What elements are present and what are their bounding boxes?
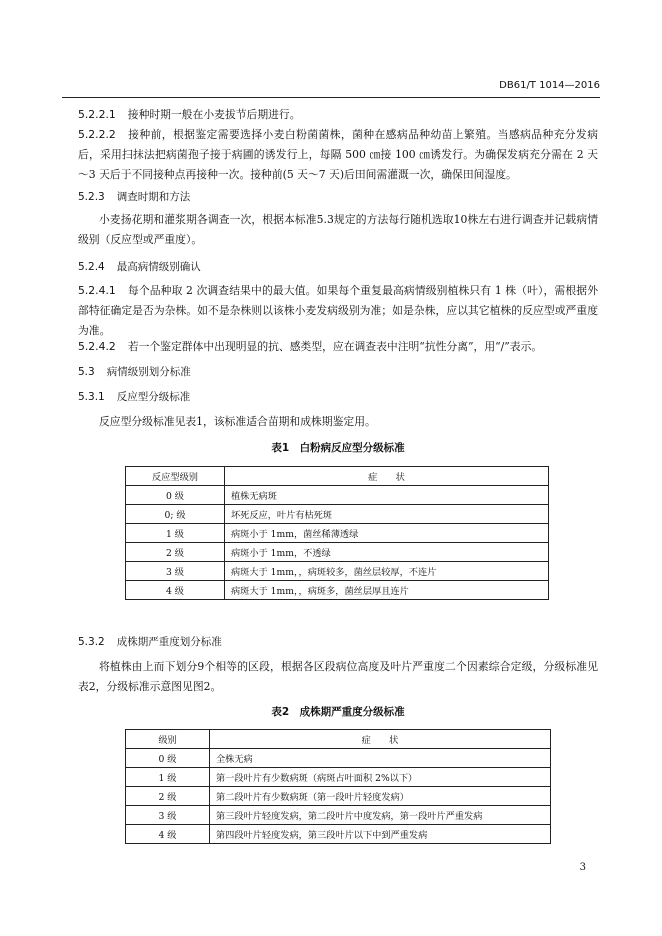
section-number: 5.2.3: [78, 191, 105, 203]
section-number: 5.3: [78, 366, 95, 378]
clause-text: 每个品种取 2 次调查结果中的最大值。如果每个重复最高病情级别植株只有 1 株（叶），需根据外部特征确定是否为杂株。如不是杂株则以该株小麦发病级别为准；如是杂株，应以其它植株的反应型或严重度为准。: [78, 284, 598, 337]
section-5-2-4-heading: [78, 257, 598, 277]
table-row: [126, 825, 551, 844]
table-header-cell: 反应型级别: [126, 467, 225, 486]
clause-5-2-2-1: [78, 105, 598, 125]
section-5-2-3-heading: [78, 187, 598, 207]
section-title: 反应型分级标准: [116, 391, 191, 403]
clause-text: 若一个鉴定群体中出现明显的抗、感类型，应在调查表中注明“抗性分离”，用“/”表示。: [127, 340, 543, 353]
level-cell: 4 级: [126, 581, 225, 600]
clause-5-2-4-1: [78, 281, 598, 341]
symptom-cell: 病斑大于 1mm，，病斑多，菌丝层厚且连片: [225, 581, 549, 600]
clause-5-2-4-2: [78, 337, 598, 357]
table1: [125, 466, 549, 600]
symptom-cell: 全株无病: [210, 749, 551, 768]
level-cell: 3 级: [126, 562, 225, 581]
symptom-cell: 病斑小于 1mm，不透绿: [225, 543, 549, 562]
level-cell: 4 级: [126, 825, 210, 844]
level-cell: 0; 级: [126, 505, 225, 524]
section-number: 5.3.1: [78, 391, 105, 403]
table1-caption: 表1 白粉病反应型分级标准: [271, 442, 405, 454]
page-number: 3: [579, 862, 586, 873]
section-title: 病情级别划分标准: [106, 366, 191, 378]
symptom-cell: 第三段叶片轻度发病，第二段叶片中度发病，第一段叶片严重发病: [210, 806, 551, 825]
table-row: [126, 524, 549, 543]
section-5-3-2-heading: [78, 632, 598, 652]
symptom-cell: 第一段叶片有少数病斑（病斑占叶面积 2%以下）: [210, 768, 551, 787]
section-number: 5.3.2: [78, 636, 105, 648]
level-cell: 0 级: [126, 749, 210, 768]
symptom-cell: 病斑小于 1mm，菌丝稀薄透绿: [225, 524, 549, 543]
clause-text: 接种时期一般在小麦拔节后期进行。: [127, 108, 301, 121]
paragraph-5-3-1: 反应型分级标准见表1，该标准适合苗期和成株期鉴定用。: [99, 415, 376, 428]
clause-5-2-2-2: [78, 125, 598, 185]
symptom-cell: 第二段叶片有少数病斑（第一段叶片轻度发病）: [210, 787, 551, 806]
level-cell: 2 级: [126, 543, 225, 562]
section-5-3-1-heading: [78, 387, 598, 407]
symptom-cell: 第四段叶片轻度发病，第三段叶片以下中到严重发病: [210, 825, 551, 844]
table-row: [126, 486, 549, 505]
table-row: [126, 806, 551, 825]
table2-caption: 表2 成株期严重度分级标准: [271, 706, 405, 718]
clause-number: 5.2.2.2: [78, 128, 116, 141]
table-header-cell: 症 状: [225, 467, 549, 486]
clause-number: 5.2.4.2: [78, 340, 116, 353]
table-header-cell: 级别: [126, 730, 210, 749]
table-header-row: [126, 467, 549, 486]
paragraph-5-3-2: 将植株由上而下划分9个相等的区段，根据各区段病位高度及叶片严重度二个因素综合定级，分级标准见表2，分级标准示意图见图2。: [78, 660, 598, 693]
symptom-cell: 坏死反应，叶片有枯死斑: [225, 505, 549, 524]
level-cell: 2 级: [126, 787, 210, 806]
document-id: DB61/T 1014—2016: [499, 80, 600, 91]
table-row: [126, 543, 549, 562]
table-row: [126, 562, 549, 581]
level-cell: 3 级: [126, 806, 210, 825]
section-number: 5.2.4: [78, 261, 105, 273]
table-header-row: [126, 730, 551, 749]
symptom-cell: 植株无病斑: [225, 486, 549, 505]
level-cell: 1 级: [126, 768, 210, 787]
level-cell: 0 级: [126, 486, 225, 505]
symptom-cell: 病斑大于 1mm，，病斑较多，菌丝层较厚，不连片: [225, 562, 549, 581]
table-header-cell: 症 状: [210, 730, 551, 749]
table-row: [126, 768, 551, 787]
clause-text: 接种前，根据鉴定需要选择小麦白粉菌菌株，菌种在感病品种幼苗上繁殖。当感病品种充分发病后，采用扫抹法把病菌孢子接于病圃的诱发行上，每隔 500 ㎝接 100 ㎝诱发行。为确保发病充分需在 2 天～3 天后于不同接种点再接种一次。接种前(5 天～7 天)后田间需灌溉一次，确保田间湿度。: [78, 128, 598, 181]
table-row: [126, 787, 551, 806]
table2: [125, 729, 551, 844]
clause-number: 5.2.4.1: [78, 284, 116, 297]
header-rule: [62, 97, 600, 98]
section-title: 最高病情级别确认: [116, 261, 201, 273]
section-5-3-heading: [78, 362, 598, 382]
level-cell: 1 级: [126, 524, 225, 543]
paragraph-5-2-3: 小麦扬花期和灌浆期各调查一次，根据本标准5.3规定的方法每行随机选取10株左右进行调查并记载病情级别（反应型或严重度）。: [78, 213, 598, 246]
table-row: [126, 581, 549, 600]
section-title: 调查时期和方法: [116, 191, 191, 203]
table-row: [126, 749, 551, 768]
section-title: 成株期严重度划分标准: [116, 636, 222, 648]
clause-number: 5.2.2.1: [78, 108, 116, 121]
table-row: [126, 505, 549, 524]
